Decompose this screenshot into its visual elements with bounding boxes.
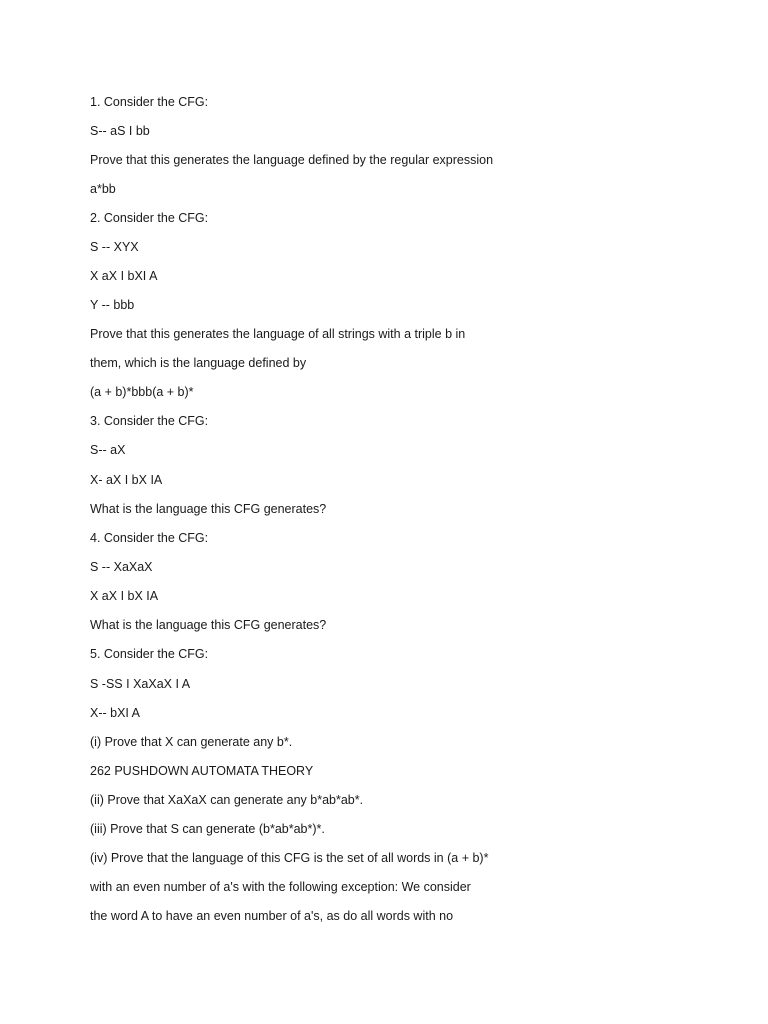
text-line: What is the language this CFG generates? [90,618,327,632]
text-line: S-- aX [90,443,126,457]
text-line: with an even number of a's with the following exception: We consider [90,880,471,894]
text-line: X-- bXI A [90,706,141,720]
text-line: S-- aS I bb [90,124,150,138]
text-line: Prove that this generates the language defined by the regular expression [90,153,494,167]
text-line: 262 PUSHDOWN AUTOMATA THEORY [90,764,314,778]
text-line: S -- XYX [90,240,139,254]
text-line: (ii) Prove that XaXaX can generate any b*ab*ab*. [90,793,364,807]
text-line: (iv) Prove that the language of this CFG is the set of all words in (a + b)* [90,851,489,865]
text-line: X- aX I bX IA [90,473,163,487]
text-line: (i) Prove that X can generate any b*. [90,735,293,749]
text-line: 4. Consider the CFG: [90,531,209,545]
text-line: X aX I bXI A [90,269,158,283]
text-line: 5. Consider the CFG: [90,647,209,661]
text-line: them, which is the language defined by [90,356,307,370]
text-line: 2. Consider the CFG: [90,211,209,225]
text-line: S -SS I XaXaX I A [90,677,191,691]
text-line: 3. Consider the CFG: [90,414,209,428]
text-line: (a + b)*bbb(a + b)* [90,385,194,399]
text-line: (iii) Prove that S can generate (b*ab*ab*)*. [90,822,325,836]
text-line: What is the language this CFG generates? [90,502,327,516]
text-line: X aX I bX IA [90,589,159,603]
text-line: the word A to have an even number of a's, as do all words with no [90,909,454,923]
text-line: a*bb [90,182,116,196]
text-line: S -- XaXaX [90,560,153,574]
text-line: Y -- bbb [90,298,135,312]
text-line: Prove that this generates the language of all strings with a triple b in [90,327,466,341]
text-line: 1. Consider the CFG: [90,95,209,109]
